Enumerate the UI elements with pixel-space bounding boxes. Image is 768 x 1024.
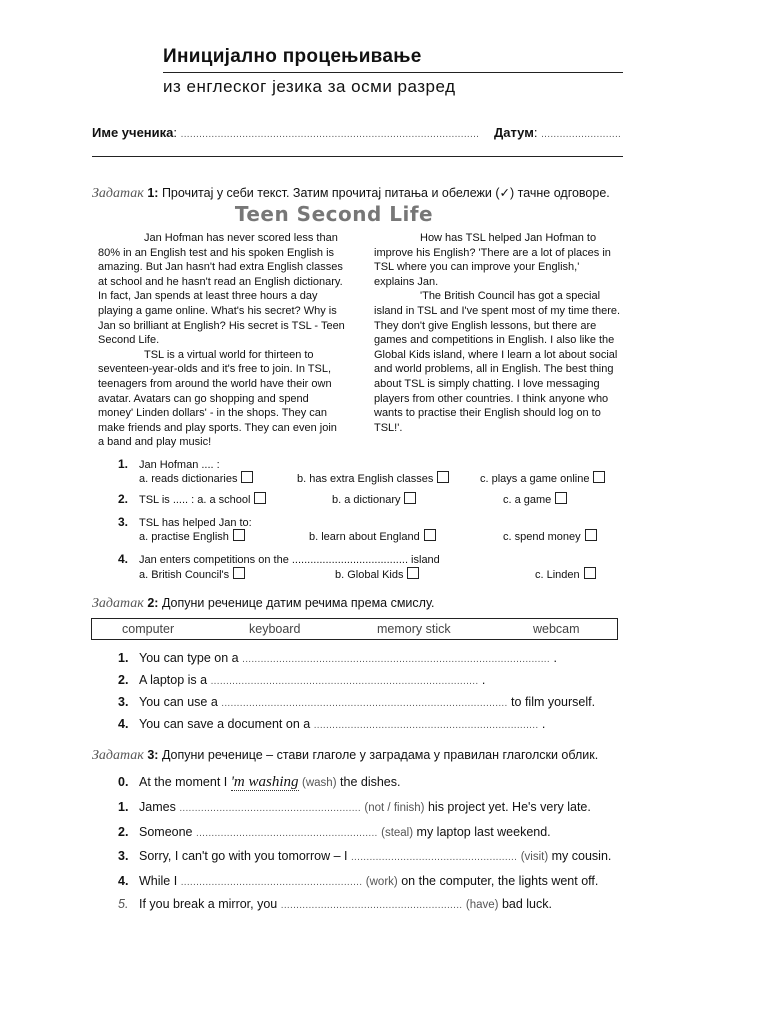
sentence-text: bad luck. [501, 897, 552, 911]
question-1 [118, 457, 220, 471]
question-4 [118, 552, 440, 566]
q1-option-a[interactable] [139, 471, 253, 485]
q3-option-b[interactable] [309, 529, 436, 543]
task1-number: 1: [147, 186, 159, 200]
header-divider [92, 156, 623, 157]
option-label: c. spend money [503, 531, 581, 543]
sentence-number: 3. [118, 849, 129, 863]
task2-number: 2: [147, 596, 159, 610]
student-name-field[interactable]: ................................................................................................. [180, 129, 480, 140]
task3-sentence-1 [118, 800, 591, 814]
example-answer: 'm washing [230, 774, 299, 790]
checkbox[interactable] [407, 567, 419, 579]
word-bank-item: keyboard [249, 622, 301, 636]
answer-blank[interactable]: ...................................................... [350, 852, 518, 863]
q4-option-a[interactable] [139, 567, 245, 581]
sentence-text: my laptop last weekend. [416, 825, 551, 839]
answer-blank[interactable]: ........................................................... [179, 803, 361, 814]
verb-hint: (work) [365, 876, 398, 888]
checkbox[interactable] [437, 471, 449, 483]
question-2[interactable] [118, 492, 266, 506]
word-bank-item: computer [122, 622, 175, 636]
student-name-row: Име ученика: ................................................................................................. [92, 125, 480, 140]
student-name-label: Име ученика [92, 125, 174, 140]
sentence-number: 4. [118, 717, 129, 731]
sentence-number: 1. [118, 800, 129, 814]
question-stem: TSL has helped Jan to: [139, 517, 252, 529]
option-label: c. plays a game online [480, 473, 590, 485]
sentence-text: Someone [139, 825, 193, 839]
checkbox[interactable] [424, 529, 436, 541]
checkbox[interactable] [233, 529, 245, 541]
sentence-text: my cousin. [551, 849, 612, 863]
word-bank [91, 618, 618, 640]
task2-sentence-1 [118, 651, 557, 665]
sentence-text: . [541, 717, 546, 731]
option-label: c. a game [503, 494, 552, 506]
sentence-number: 0. [118, 775, 129, 789]
task2-instruction [92, 596, 434, 612]
checkbox[interactable] [404, 492, 416, 504]
sentence-text: A laptop is a [139, 673, 208, 687]
sentence-text: You can type on a [139, 651, 239, 665]
sentence-text: his project yet. He's very late. [427, 800, 591, 814]
sentence-text: to film yourself. [511, 695, 596, 709]
sentence-text: If you break a mirror, you [139, 897, 278, 911]
q2-option-c[interactable] [503, 492, 567, 506]
word-bank-item: webcam [533, 622, 580, 636]
article-headline: Teen Second Life [234, 202, 434, 226]
q4-option-b[interactable] [335, 567, 419, 581]
sentence-text: Sorry, I can't go with you tomorrow – I [139, 849, 348, 863]
task3-sentence-4 [118, 874, 598, 888]
article-left-column [98, 231, 346, 450]
checkbox[interactable] [233, 567, 245, 579]
sentence-number: 4. [118, 874, 129, 888]
title-divider [163, 72, 623, 73]
option-label: a. reads dictionaries [139, 473, 238, 485]
task3-label: Задатак [92, 748, 144, 763]
answer-blank[interactable]: ............................................................................................. [221, 698, 508, 709]
sentence-number: 1. [118, 651, 129, 665]
verb-hint: (not / finish) [364, 802, 425, 814]
question-number: 3. [118, 515, 129, 529]
verb-hint: (steal) [381, 827, 414, 839]
task3-sentence-5 [118, 897, 552, 911]
task1-text: Прочитај у себи текст. Затим прочитај питања и обележи (✓) тачне одговоре. [161, 186, 610, 200]
q1-option-b[interactable] [297, 471, 449, 485]
article-paragraph: 'The British Council has got a special island in TSL and I've spent most of my time there. They don't give English lessons, but there are games and competitions in English. I also like the Global Kids island, where I learn a lot about social and world problems, all in English. The best thing about TSL is simply chatting. I love messaging players from other countries. I think anyone who wants to practise their English should log on to TSL!'. [374, 290, 621, 434]
question-number: 4. [118, 552, 129, 566]
task3-number: 3: [147, 748, 159, 762]
q4-option-c[interactable] [535, 567, 596, 581]
article-paragraph: Jan Hofman has never scored less than 80% in an English test and his spoken English is amazing. But Jan hasn't had extra English classes at school and he hasn't read an English dictionary. In fact, Jan spends at least three hours a day playing a game online. What's his secret? Why is Jan so brilliant at English? His secret is TSL - Teen Second Life. [98, 232, 345, 347]
option-label: a. practise English [139, 531, 229, 543]
answer-blank[interactable]: ......................................................................... [313, 720, 539, 731]
q3-option-a[interactable] [139, 529, 245, 543]
option-label: b. learn about England [309, 531, 420, 543]
question-stem: Jan Hofman .... : [139, 459, 220, 471]
question-3 [118, 515, 252, 529]
task2-sentence-4 [118, 717, 545, 731]
task2-text: Допуни реченице датим речима према смислу. [161, 596, 435, 610]
task2-label: Задатак [92, 596, 144, 611]
checkbox[interactable] [254, 492, 266, 504]
sentence-text: . [481, 673, 486, 687]
answer-blank[interactable]: ........................................................... [196, 828, 378, 839]
sentence-text: At the moment I [139, 775, 228, 789]
option-label: b. a dictionary [332, 494, 401, 506]
option-label: a. British Council's [139, 569, 230, 581]
answer-blank[interactable]: ........................................................... [180, 877, 363, 888]
verb-hint: (wash) [302, 777, 337, 789]
verb-hint: (have) [465, 899, 499, 911]
verb-hint: (visit) [520, 851, 549, 863]
article-paragraph: How has TSL helped Jan Hofman to improve his English? 'There are a lot of places in TSL where you can improve your English,' explains Jan. [374, 232, 611, 288]
article-right-column [374, 231, 622, 435]
question-number: 1. [118, 457, 129, 471]
q3-option-c[interactable] [503, 529, 597, 543]
sentence-number: 3. [118, 695, 129, 709]
date-row: Датум: .......................... [494, 125, 622, 140]
date-field[interactable]: .......................... [541, 129, 622, 140]
checkbox[interactable] [593, 471, 605, 483]
option-label: b. Global Kids [335, 569, 404, 581]
word-bank-item: memory stick [377, 622, 451, 636]
article-paragraph: TSL is a virtual world for thirteen to seventeen-year-olds and it's free to join. In TSL, teenagers from around the world have their own avatar. Avatars can go shopping and spend money' Linden dollars' - in the shops. They can make friends and play sports. They can even join a band and play music! [98, 348, 337, 449]
task3-sentence-3 [118, 849, 611, 863]
checkbox[interactable] [585, 529, 597, 541]
task2-sentence-3 [118, 695, 595, 709]
sentence-text: the dishes. [340, 775, 401, 789]
sentence-text: on the computer, the lights went off. [401, 874, 599, 888]
page-subtitle: из енглеског језика за осми разред [163, 77, 456, 96]
sentence-text: You can save a document on a [139, 717, 311, 731]
sentence-text: While I [139, 874, 178, 888]
date-label: Датум [494, 125, 534, 140]
answer-blank[interactable]: ....................................................................................... [210, 676, 479, 687]
task3-text: Допуни реченице – стави глаголе у заградама у правилан глаголски облик. [161, 748, 599, 762]
sentence-number: 2. [118, 825, 129, 839]
checkbox[interactable] [555, 492, 567, 504]
q2-option-b[interactable] [332, 492, 416, 506]
sentence-text: You can use a [139, 695, 218, 709]
checkbox[interactable] [241, 471, 253, 483]
sentence-number: 2. [118, 673, 129, 687]
sentence-text: . [553, 651, 557, 665]
option-label: c. Linden [535, 569, 580, 581]
sentence-number: 5. [118, 897, 129, 911]
page-title: Иницијално процењивање [163, 46, 422, 67]
checkbox[interactable] [584, 567, 596, 579]
task1-label: Задатак [92, 186, 144, 201]
task3-example [118, 774, 400, 791]
answer-blank[interactable]: .................................................................................................... [242, 654, 550, 665]
answer-blank[interactable]: ........................................................... [280, 900, 463, 911]
task3-instruction [92, 748, 598, 764]
option-label: b. has extra English classes [297, 473, 434, 485]
task3-sentence-2 [118, 825, 551, 839]
question-stem: Jan enters competitions on the ...................................... island [139, 554, 440, 566]
sentence-text: James [139, 800, 176, 814]
task2-sentence-2 [118, 673, 485, 687]
question-number: 2. [118, 492, 129, 506]
q1-option-c[interactable] [480, 471, 605, 485]
task1-instruction [92, 185, 610, 202]
question-stem: TSL is ..... : a. a school [139, 494, 251, 506]
